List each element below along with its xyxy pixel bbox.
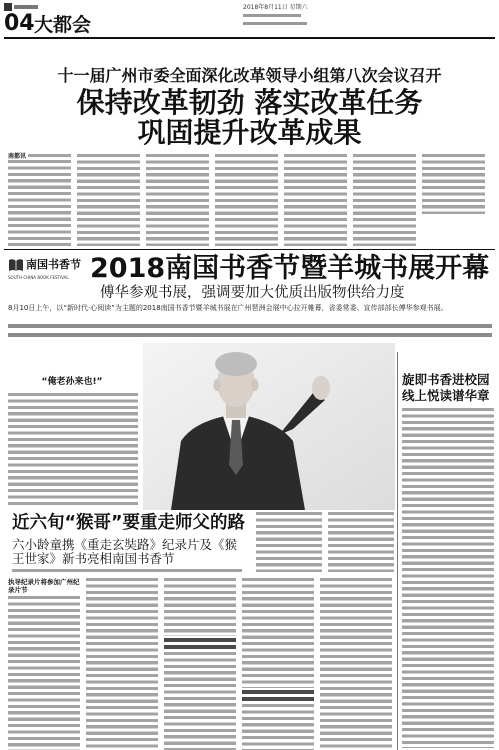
article3-section-head: 执导纪录片将参加广州纪录片节 [8, 578, 80, 594]
book-icon [8, 258, 24, 272]
logo-mark-icon [4, 3, 12, 11]
article-body-text [8, 324, 492, 337]
pull-quote: “俺老孙来也!” [41, 377, 103, 387]
article-body-text [8, 596, 80, 750]
page-number: 04 [4, 11, 35, 36]
festival-headline: 2018南国书香节暨羊城书展开幕 [90, 253, 490, 284]
left-ear [214, 379, 221, 391]
article-body-text [8, 393, 138, 505]
right-ear [252, 379, 259, 391]
article-body-text [353, 154, 416, 246]
festival-logo [8, 257, 84, 281]
article-body-text [402, 408, 494, 748]
section-divider [4, 249, 495, 250]
article3-subhead: 六小龄童携《重走玄奘路》纪录片及《猴王世家》新书亮相南国书香节 [12, 538, 238, 566]
editor-credits [243, 14, 301, 17]
article-body-text [146, 154, 209, 246]
article-body-text [164, 578, 236, 636]
article3-headline: 近六旬“猴哥”要重走师父的路 [12, 513, 246, 533]
article-body-text [284, 154, 347, 246]
festival-subhead: 傅华参观书展，强调要加大优质出版物供给力度 [100, 285, 405, 301]
article-body-text [320, 578, 392, 750]
article-body-text [8, 160, 71, 246]
article-body-text [77, 154, 140, 246]
photo-caption [12, 569, 242, 573]
section-name: 大都会 [34, 14, 92, 36]
sidebar-headline-line2: 线上悦读谱华章 [402, 388, 490, 403]
article1-headline-line2: 巩固提升改革成果 [137, 116, 362, 149]
article-body-text [256, 512, 322, 572]
festival-lead: 8月10日上午，以“新时代·心阅读”为主题的2018南国书香节暨羊城书展在广州琶洲会展中心拉开帷幕，省委常委、宣传部部长傅华参观书展。 [8, 304, 448, 312]
article-body-text [422, 154, 485, 214]
festival-logo-english: SOUTH CHINA BOOK FESTIVAL [8, 275, 69, 280]
article3-section-head [242, 690, 314, 701]
issue-date: 2018年8月11日 星期六 [243, 4, 308, 11]
article1-dateline: 南都讯 [8, 153, 27, 160]
article1-kicker: 十一届广州市委全面深化改革领导小组第八次会议召开 [57, 66, 442, 85]
sidebar-headline-line1: 旋即书香进校园 [402, 372, 490, 387]
article-body-text [28, 154, 71, 158]
article-body-text [328, 512, 394, 572]
waving-hand [312, 376, 330, 400]
man-waving-photo [143, 343, 395, 510]
newspaper-logo [4, 3, 38, 11]
header-rule [4, 37, 495, 39]
article-body-text [242, 578, 314, 688]
logo-wordmark-bar [14, 5, 38, 9]
article-body-text [242, 704, 314, 750]
hair [215, 352, 257, 376]
article1-headline-line1: 保持改革韧劲 落实改革任务 [76, 86, 423, 119]
article3-section-head [164, 638, 236, 649]
article-body-text [215, 154, 278, 246]
article-body-text [86, 578, 158, 750]
editor-credits [243, 22, 307, 25]
sidebar-separator [397, 352, 398, 750]
festival-logo-name: 南国书香节 [26, 258, 81, 271]
article-body-text [164, 652, 236, 750]
